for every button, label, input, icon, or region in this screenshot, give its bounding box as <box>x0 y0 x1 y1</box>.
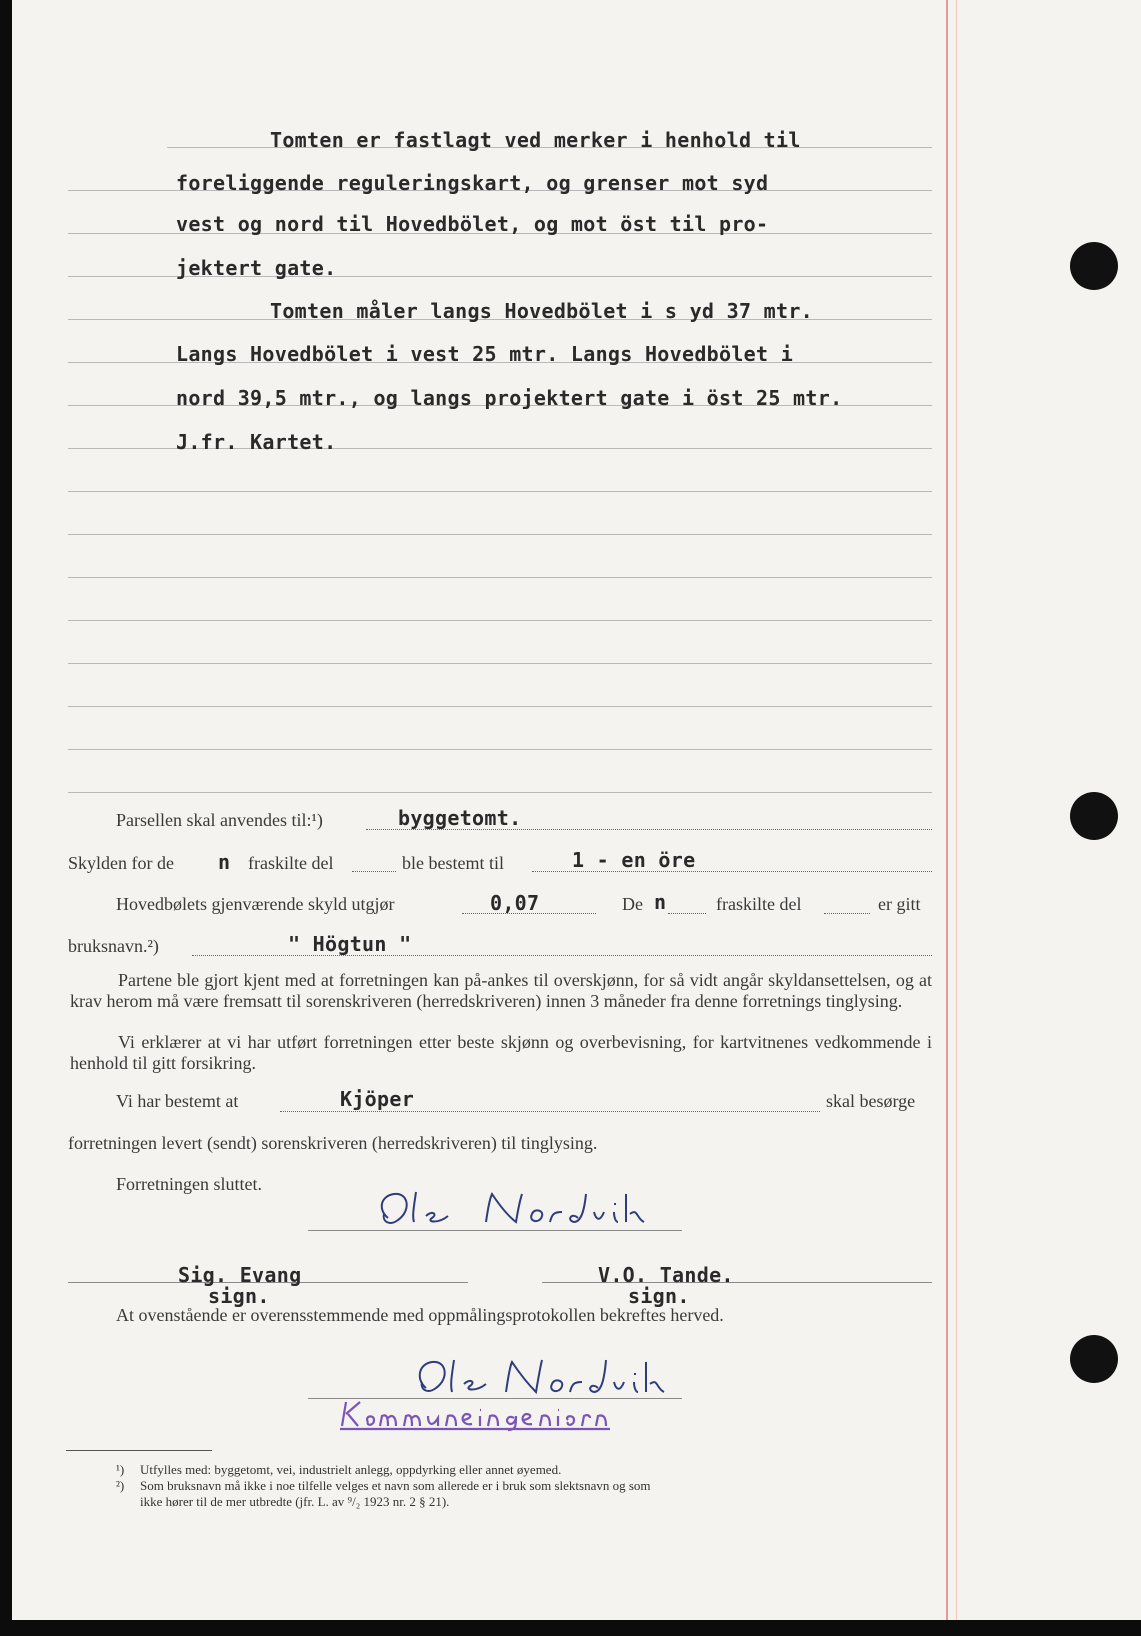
typed-line-2: foreliggende reguleringskart, og grenser mot syd <box>176 171 769 195</box>
confirmation-text: At ovenstående er overensstemmende med oppmålingsprotokollen bekreftes herved. <box>116 1305 724 1325</box>
skyld-value-n: n <box>218 850 231 874</box>
footnote-1-text: Utfylles med: byggetomt, vei, industrielt anlegg, oppdyrking eller annet øyemed. <box>140 1462 562 1477</box>
de-dotted-line <box>668 912 706 914</box>
chief-signature-line <box>308 1230 682 1231</box>
footnote-rule <box>66 1450 212 1451</box>
bruksnavn-value: " Högtun " <box>288 932 412 956</box>
sluttet-text: Forretningen sluttet. <box>116 1174 262 1194</box>
punch-hole-bottom <box>1070 1335 1118 1383</box>
kommuneingeniøren-stamp <box>334 1396 616 1432</box>
parsell-label: Parsellen skal anvendes til:¹) <box>116 810 323 830</box>
footnote-2-mark: ²) <box>116 1478 125 1493</box>
typed-line-7: nord 39,5 mtr., og langs projektert gate i öst 25 mtr. <box>176 386 843 410</box>
punch-hole-top <box>1070 242 1118 290</box>
footnote-2-text-a: Som bruksnavn må ikke i noe tilfelle velges et navn som allerede er i bruk som slektsnavn og som <box>140 1478 651 1493</box>
declaration-paragraph: Vi erklærer at vi har utført forretningen etter beste skjønn og overbevisning, for kartvitnenes vedkommende i henhold til gitt forsikring. <box>70 1032 932 1073</box>
bestemt-label: Vi har bestemt at <box>116 1091 239 1111</box>
fraskilte-dotted-line <box>824 912 870 914</box>
footnote-2-text-b: ikke hører til de mer utbredte (jfr. L. av ⁹/₂ 1923 nr. 2 § 21). <box>140 1494 450 1509</box>
handwritten-signature-ole-nordvik-1 <box>368 1188 688 1232</box>
witness-left-name: Sig. Evang <box>178 1263 302 1287</box>
skyld-label-b: fraskilte del <box>248 853 334 873</box>
skyld-dotted-line-a <box>352 870 396 872</box>
skyld-label-a: Skylden for de <box>68 853 174 873</box>
appeal-paragraph: Partene ble gjort kjent med at forretningen kan på-ankes til overskjønn, for så vidt angår skyldansettelsen, og at krav herom må være fremsatt til sorenskriveren (herredskriveren) innen 3 måneder fra denne forretnings tinglysing. <box>70 970 932 1011</box>
fraskilte-label: fraskilte del <box>716 894 802 914</box>
besorge-label: skal besørge <box>826 1091 916 1111</box>
punch-hole-middle <box>1070 792 1118 840</box>
typed-line-3: vest og nord til Hovedbölet, og mot öst til pro- <box>176 212 769 236</box>
typed-line-6: Langs Hovedbölet i vest 25 mtr. Langs Hovedbölet i <box>176 342 794 366</box>
handwritten-signature-ole-nordvik-2 <box>408 1354 708 1402</box>
parsell-value: byggetomt. <box>398 806 522 830</box>
er-gitt-label: er gitt <box>878 894 921 914</box>
margin-line-secondary <box>956 0 957 1620</box>
footnote-1-mark: ¹) <box>116 1462 125 1477</box>
margin-line <box>946 0 948 1620</box>
witness-right-sign: sign. <box>628 1284 690 1308</box>
hoved-label: Hovedbølets gjenværende skyld utgjør <box>116 894 395 914</box>
levert-text: forretningen levert (sendt) sorenskriveren (herredskriveren) til tinglysing. <box>68 1133 598 1153</box>
hoved-value: 0,07 <box>490 891 540 915</box>
bestemt-value: Kjöper <box>340 1087 415 1111</box>
typed-line-4: jektert gate. <box>176 256 337 280</box>
typed-line-8: J.fr. Kartet. <box>176 430 337 454</box>
typed-line-1: Tomten er fastlagt ved merker i henhold til <box>270 128 801 152</box>
skyld-label-c: ble bestemt til <box>402 853 504 873</box>
document-page <box>12 0 1141 1620</box>
de-value-n: n <box>654 890 667 914</box>
witness-right-name: V.O. Tande. <box>598 1263 734 1287</box>
witness-left-sign: sign. <box>208 1284 270 1308</box>
typed-line-5: Tomten måler langs Hovedbölet i s yd 37 mtr. <box>270 299 814 323</box>
de-label: De <box>622 894 643 914</box>
skyld-value: 1 - en öre <box>572 848 696 872</box>
bruksnavn-label: bruksnavn.²) <box>68 936 159 956</box>
